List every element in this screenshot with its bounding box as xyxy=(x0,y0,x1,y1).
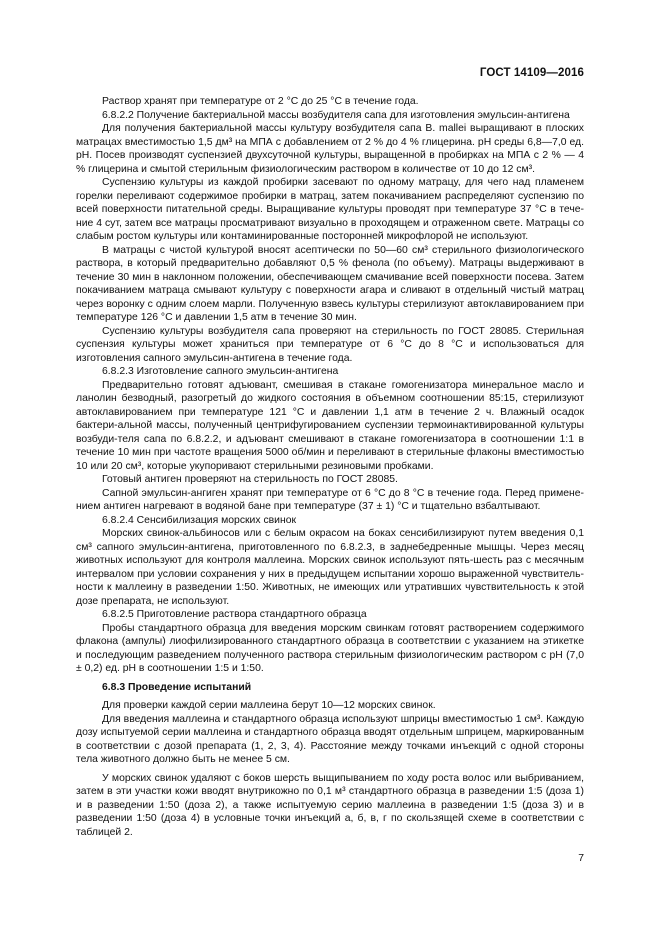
document-code: ГОСТ 14109—2016 xyxy=(479,67,584,79)
section-heading: 6.8.2.3 Изготовление сапного эмульсин-антигена xyxy=(102,366,339,377)
paragraph: Морских свинок-альбиносов или с белым окрасом на боках сенсибилизируют путем введения 0,1 см³ сапного эмульсин-антигена, приготовленного по 6.8.2.3, в заднебедренные мышцы. Через месяц животных используют для контроля маллеина. Морских свинок используют пять-шесть раз с месячным интервалом при условии сохранения у них в предыдущем испытании хорошо выраженной чувствитель-ности к маллеину в разведении 1:50. Животных, не имеющих или утративших чувствительность к этой дозе препарата, не используют. xyxy=(76,528,584,607)
paragraph: Предварительно готовят адъювант, смешивая в стакане гомогенизатора минеральное масло и ланолин безводный, разогретый до жидкого состояния в объемном соотношении 85:15, стерилизуют автоклавированием при температуре 121 °С и давлении 1,1 атм в течение 2 ч. Влажный осадок бактери-альной массы, полученный центрифугированием суспензии термоинактивированной культуры возбуди-теля сапа по 6.8.2.2, и адъювант смешивают в стакане гомогенизатора в соотношении 1:1 в течение 10 мин при частоте вращения 5000 об/мин и переливают в стерильные флаконы вместимостью 10 или 20 см³, которые укупоривают стерильными резиновыми пробками. xyxy=(76,379,584,472)
paragraph: Для проверки каждой серии маллеина берут 10—12 морских свинок. xyxy=(102,700,436,711)
section-heading: 6.8.2.5 Приготовление раствора стандартного образца xyxy=(102,609,367,620)
paragraph: Пробы стандартного образца для введения морским свинкам готовят растворением содержимого флакона (ампулы) лиофилизированного стандартного образца в соответствии с указанием на этикетке и последующим разведением полученного раствора стерильным физиологическим раствором с рН (7,0 ± 0,2) ед. рН в соотношении 1:5 и 1:50. xyxy=(76,622,584,674)
paragraph: У морских свинок удаляют с боков шерсть выщипыванием по ходу роста волос или выбриванием, затем в эти участки кожи вводят внутрикожно по 0,1 м³ стандартного образца в разведении 1:5 (доза 1) и в разведении 1:50 (доза 2), а также испытуемую серию маллеина в разведении 1:5 (доза 3) и в разведении 1:50 (доза 4) в условные точки инъекций а, б, в, г по скользящей схеме в соответствии с таблицей 2. xyxy=(76,772,584,838)
paragraph: В матрацы с чистой культурой вносят асептически по 50—60 см³ стерильного физиологического раствора, в который предварительно добавляют 0,5 % фенола (по объему). Матрацы выдерживают в течение 30 мин в наклонном положении, обеспечивающем смачивание всей поверхности посева. Затем покачиванием матраца смывают культуру с поверхности агара и сливают в отдельный чистый матрац через воронку с одним слоем марли. Полученную взвесь культуры стерилизуют автоклавированием при температуре 126 °С и давлении 1,5 атм в течение 30 мин. xyxy=(76,244,584,323)
paragraph: Сапной эмульсин-ангиген хранят при температуре от 6 °С до 8 °С в течение года. Перед примене-нием антиген нагревают в водяной бане при температуре (37 ± 1) °С и тщательно взбалтывают. xyxy=(76,487,584,512)
section-heading-text: 6.8.3 Проведение испытаний xyxy=(102,681,252,693)
paragraph: Для введения маллеина и стандартного образца используют шприцы вместимостью 1 см³. Каждую дозу испытуемой серии маллеина и стандартного образца вводят отдельным шприцем, маркированным в соответствии с дозой препарата (1, 2, 3, 4). Расстояние между точками инъекций с одной стороны тела животного должно быть не менее 5 см. xyxy=(76,713,584,765)
section-heading: 6.8.2.2 Получение бактериальной массы возбудителя сапа для изготовления эмульсин-антигена xyxy=(102,109,570,121)
page-number: 7 xyxy=(578,853,584,864)
section-heading-bold xyxy=(76,681,584,695)
paragraph: Суспензию культуры возбудителя сапа проверяют на стерильность по ГОСТ 28085. Стерильная суспензия культуры может храниться при температуре от 6 °С до 8 °С и использоваться для изготовления сапного эмульсин-антигена в течение года. xyxy=(76,325,584,364)
section-heading: 6.8.2.4 Сенсибилизация морских свинок xyxy=(102,514,297,526)
document-body xyxy=(76,95,584,839)
paragraph: Раствор хранят при температуре от 2 °С до 25 °С в течение года. xyxy=(102,96,419,107)
paragraph: Суспензию культуры из каждой пробирки засевают по одному матрацу, для чего над пламенем горелки переливают содержимое пробирки в матрац, затем покачиванием распределяют суспензию по всей поверхности питательной среды. Выращивание культуры проводят при температуре 37 °С в тече-ние 4 сут, затем все матрацы просматривают визуально в проходящем и отраженном свете. Матрацы со слабым ростом культуры или контаминированные посторонней микрофлорой не используют. xyxy=(76,177,584,242)
paragraph: Для получения бактериальной массы культуру возбудителя сапа B. mallei выращивают в плоских матрацах вместимостью 1,5 дм³ на МПА с добавлением от 2 % до 4 % глицерина. рН среды 6,8—7,0 ед. рН. Посев производят суспензией двухсуточной культуры, выращенной в пробирках на МПА с 2 % — 4 % глицерина и смытой стерильным физиологическим раствором в количестве от 10 до 12 см³. xyxy=(76,123,584,175)
paragraph: Готовый антиген проверяют на стерильность по ГОСТ 28085. xyxy=(102,474,398,485)
